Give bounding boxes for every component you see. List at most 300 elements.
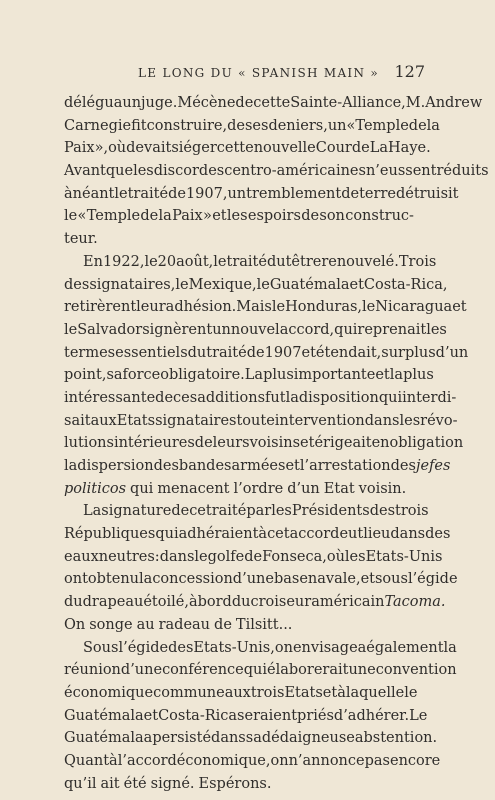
word: politicos [64, 480, 127, 497]
word: traité [205, 503, 247, 520]
word: seraient [237, 707, 298, 724]
word: de [171, 503, 190, 520]
word: intervention [274, 412, 365, 429]
word: de [301, 208, 320, 225]
word: dans [159, 548, 195, 565]
text-line [64, 274, 448, 297]
word: du [187, 344, 207, 361]
word: ont [64, 571, 88, 588]
word: bord [197, 594, 232, 611]
word: Etats-Unis [365, 548, 443, 565]
word: La [244, 367, 264, 384]
word: Guatémala [269, 276, 350, 293]
running-title: LE LONG DU « SPANISH MAIN » [138, 66, 380, 80]
word: des [369, 503, 396, 520]
word: aux [224, 684, 251, 701]
word: leur [136, 299, 166, 316]
word: siéger [171, 140, 217, 157]
word: signature [101, 503, 172, 520]
word: de [168, 185, 186, 202]
word: à [337, 684, 346, 701]
word: et [375, 367, 390, 384]
word: conférence [162, 662, 244, 679]
word: On [64, 616, 86, 633]
word: convention [375, 662, 457, 679]
word: détruisit [395, 185, 459, 202]
word: nouvel [230, 321, 280, 338]
word: Fonseca, [262, 548, 327, 565]
word: le [194, 548, 208, 565]
word: menacent [157, 480, 230, 497]
word: plus [263, 367, 294, 384]
word: laquelle [345, 684, 405, 701]
word: base [273, 571, 308, 588]
word: de [408, 117, 427, 134]
text-line [64, 773, 414, 796]
word: obligation [389, 435, 464, 452]
word: de [227, 117, 245, 134]
word: des [390, 458, 416, 474]
text-line [64, 614, 414, 637]
word: trois [395, 503, 429, 520]
word: de [194, 435, 213, 452]
word: élaborerait [267, 662, 349, 679]
word: accord [289, 526, 340, 543]
word: du [64, 594, 83, 611]
word: des [153, 458, 179, 474]
word: de [246, 344, 265, 361]
word: réunion [64, 662, 121, 679]
word: neutres [98, 548, 155, 565]
word: jefes [415, 458, 451, 474]
word: traité [226, 253, 267, 270]
word: des [168, 639, 194, 656]
word: l’accord [117, 752, 177, 769]
word: et [212, 208, 227, 225]
word: essentiels [115, 344, 188, 361]
word: « [346, 117, 356, 134]
word: obtenu [87, 571, 140, 588]
word: adhésion. [165, 299, 237, 316]
word: croiseur [250, 594, 312, 611]
word: Costa-Rica [158, 707, 238, 724]
word: dans [211, 730, 246, 747]
word: Etats [116, 412, 156, 429]
word: reprenait [357, 321, 427, 338]
word: Mexique, [188, 276, 257, 293]
word: une [348, 662, 376, 679]
word: », [94, 140, 109, 157]
word: de [214, 616, 232, 633]
word: qui [243, 662, 268, 679]
word: que [105, 163, 134, 180]
word: Guatémala [64, 730, 144, 747]
word: de [235, 95, 254, 111]
word: un [122, 95, 142, 111]
text-line [64, 591, 446, 614]
word: et [452, 299, 467, 316]
word: discordes [153, 163, 225, 180]
word: dans [390, 526, 426, 543]
word: l’ordre [233, 480, 284, 497]
word: le [362, 299, 376, 316]
word: La [369, 140, 389, 157]
word: renouvelé. [321, 253, 399, 270]
word: construire, [146, 117, 228, 134]
word: persisté [152, 730, 212, 747]
word: par [246, 503, 272, 520]
word: construc- [345, 208, 414, 225]
word: aux [90, 412, 117, 429]
word: encore [389, 752, 441, 769]
word: août, [176, 253, 214, 270]
word: concession [152, 571, 233, 588]
word: être [291, 253, 322, 270]
word: Andrew [425, 95, 483, 111]
word: et [349, 276, 364, 293]
word: ce [189, 503, 206, 520]
word: économique, [176, 752, 271, 769]
word: le [256, 276, 270, 293]
word: l’arrestation [299, 458, 391, 474]
text-line [64, 432, 464, 455]
word: révo- [420, 412, 458, 429]
word: la [443, 639, 457, 656]
word: M. [405, 95, 426, 111]
word: d’un [287, 480, 320, 497]
text-line [64, 705, 428, 728]
word: la [426, 117, 440, 134]
word: érigeait [314, 435, 372, 452]
text-line [64, 205, 414, 228]
text-line [64, 160, 489, 183]
word: voisin. [358, 480, 407, 497]
word: Temple [355, 117, 409, 134]
word: les [226, 208, 248, 225]
word: Avant [64, 163, 106, 180]
word: Quant [64, 752, 110, 769]
word: eaux [64, 548, 99, 565]
word: et [360, 571, 375, 588]
word: le [114, 185, 128, 202]
word: abstention. [354, 730, 438, 747]
word: 1922, [102, 253, 145, 270]
word: lutions [64, 435, 114, 452]
word: La [83, 503, 102, 520]
word: le [144, 253, 158, 270]
word: des [64, 276, 90, 293]
word: sa [106, 367, 123, 384]
word: le [175, 276, 189, 293]
text-line [64, 115, 440, 138]
word: sa [245, 730, 262, 747]
word: terre [359, 185, 396, 202]
word: d’une [120, 662, 163, 679]
word: » [203, 208, 212, 225]
word: espoirs [247, 208, 301, 225]
word: Costa-Rica, [363, 276, 448, 293]
word: Cour [315, 140, 352, 157]
word: 20 [157, 253, 177, 270]
word: étoilé, [143, 594, 189, 611]
text-line [64, 364, 434, 387]
word: point, [64, 367, 107, 384]
word: bandes [178, 458, 232, 474]
word: Guatémala [64, 707, 144, 724]
word: accord, [279, 321, 335, 338]
word: où [108, 140, 127, 157]
word: les [344, 548, 366, 565]
word: où [326, 548, 345, 565]
word: Tacoma. [384, 594, 446, 611]
word: navale, [307, 571, 361, 588]
word: dans [364, 412, 400, 429]
word: juge. [141, 95, 178, 111]
text-line [64, 342, 469, 365]
word: adhéraient [178, 526, 259, 543]
word: au [136, 616, 155, 633]
word: lieu [363, 526, 391, 543]
word: Salvador [77, 321, 143, 338]
word: les [133, 163, 154, 180]
word: qui [378, 389, 403, 406]
word: songe [89, 616, 133, 633]
word: le [64, 321, 78, 338]
word: la [285, 389, 299, 406]
text-line [64, 750, 441, 773]
word: américain [311, 594, 385, 611]
word: Tilsitt... [235, 616, 293, 633]
word: leurs [212, 435, 250, 452]
word: le [271, 299, 286, 316]
text-line [64, 455, 451, 478]
word: interdi- [402, 389, 457, 406]
word: d’un [435, 344, 469, 361]
word: en [371, 435, 390, 452]
body-text [64, 92, 489, 795]
word: : [154, 548, 160, 565]
word: de [155, 389, 174, 406]
word: plus [403, 367, 434, 384]
word: le [404, 684, 418, 701]
text-line [64, 568, 458, 591]
word: sous [374, 571, 408, 588]
word: l’égide [407, 571, 458, 588]
word: tremblement [246, 185, 342, 202]
word: le [64, 208, 78, 225]
word: eut [339, 526, 364, 543]
word: les [426, 321, 447, 338]
word: teur. [64, 231, 98, 248]
word: Sous [83, 639, 119, 656]
word: Trois [398, 253, 437, 270]
text-line [64, 296, 467, 319]
word: Mécène [177, 95, 236, 111]
word: on [270, 752, 289, 769]
word: et [301, 344, 316, 361]
word: qu’il [64, 775, 97, 792]
word: intérieures [113, 435, 195, 452]
word: également [366, 639, 444, 656]
word: Etats-Unis, [193, 639, 275, 656]
word: Honduras, [285, 299, 363, 316]
text-line [64, 659, 457, 682]
word: fit [131, 117, 147, 134]
word: délégua [64, 95, 123, 111]
word: qui [130, 480, 154, 497]
word: à [64, 185, 73, 202]
word: été [123, 775, 147, 792]
word: les [271, 503, 292, 520]
word: pas [364, 752, 390, 769]
word: qui [334, 321, 358, 338]
word: son [319, 208, 345, 225]
word: réduits [436, 163, 489, 180]
word: d’une [232, 571, 274, 588]
text-line [64, 387, 457, 410]
text-line [64, 523, 451, 546]
text-line [64, 727, 438, 750]
word: traité [127, 185, 169, 202]
word: devait [126, 140, 172, 157]
word: l’égide [118, 639, 169, 656]
word: Nicaragua [375, 299, 453, 316]
word: ses [244, 117, 269, 134]
word: Le [409, 707, 428, 724]
paragraph-container [64, 92, 489, 795]
word: Paix [64, 140, 95, 157]
word: et [143, 707, 159, 724]
word: signé. [150, 775, 195, 792]
word: un [227, 185, 247, 202]
text-line [64, 546, 443, 569]
word: les [399, 412, 421, 429]
word: Etat [323, 480, 355, 497]
word: radeau [158, 616, 211, 633]
text-line [64, 637, 457, 660]
word: voisins [249, 435, 301, 452]
page-header [64, 62, 437, 86]
word: obligatoire. [160, 367, 245, 384]
word: Républiques [64, 526, 156, 543]
word: dédaigneuse [261, 730, 355, 747]
word: fut [265, 389, 286, 406]
word: signataires [155, 412, 237, 429]
text-line [64, 183, 459, 206]
word: et [285, 458, 300, 474]
word: Mais [236, 299, 272, 316]
word: toute [236, 412, 275, 429]
word: priés [297, 707, 334, 724]
word: de [341, 185, 360, 202]
word: 1907, [185, 185, 228, 202]
word: n’annonce [288, 752, 365, 769]
word: et [322, 684, 338, 701]
word: économique [64, 684, 154, 701]
word: « [77, 208, 87, 225]
text-line [64, 251, 437, 274]
word: la [64, 458, 78, 474]
word: dispersion [77, 458, 154, 474]
word: la [139, 571, 153, 588]
page-number: 127 [394, 62, 425, 81]
word: 1907 [264, 344, 302, 361]
word: disposition [298, 389, 379, 406]
word: envisagea [292, 639, 367, 656]
text-line [64, 478, 414, 501]
word: deniers, [268, 117, 328, 134]
word: En [83, 253, 103, 270]
word: centro-américaines [224, 163, 366, 180]
word: ces [173, 389, 198, 406]
word: de [244, 548, 263, 565]
word: cette [216, 140, 254, 157]
word: du [231, 594, 251, 611]
word: force [122, 367, 161, 384]
word: de [140, 208, 159, 225]
text-line [64, 682, 418, 705]
word: Carnegie [64, 117, 132, 134]
word: des [425, 526, 451, 543]
word: Sainte-Alliance, [290, 95, 406, 111]
word: commune [153, 684, 225, 701]
word: signèrent [142, 321, 213, 338]
word: le [213, 253, 227, 270]
word: Etats [284, 684, 323, 701]
word: retirèrent [64, 299, 137, 316]
word: n’eussent [365, 163, 437, 180]
word: nouvelle [253, 140, 316, 157]
word: la [158, 208, 172, 225]
word: importante [293, 367, 376, 384]
word: la [389, 367, 404, 384]
word: golfe [207, 548, 245, 565]
word: intéressante [64, 389, 156, 406]
word: on [274, 639, 293, 656]
word: d’adhérer. [333, 707, 410, 724]
word: sait [64, 412, 91, 429]
word: armées [231, 458, 286, 474]
word: et [300, 435, 315, 452]
word: Présidents [291, 503, 370, 520]
word: traité [206, 344, 247, 361]
word: plus [404, 344, 436, 361]
word: un [212, 321, 231, 338]
word: signataires, [89, 276, 176, 293]
word: dut [266, 253, 292, 270]
word: a [143, 730, 153, 747]
word: qui [155, 526, 179, 543]
word: Espérons. [198, 775, 272, 792]
word: de [351, 140, 370, 157]
word: Paix [172, 208, 203, 225]
word: trois [250, 684, 285, 701]
text-line [64, 500, 429, 523]
word: néant [72, 185, 115, 202]
word: à [188, 594, 198, 611]
word: à [258, 526, 268, 543]
word: Haye. [388, 140, 431, 157]
word: ait [100, 775, 120, 792]
word: étendait, [315, 344, 382, 361]
word: sur [381, 344, 405, 361]
word: additions [197, 389, 266, 406]
text-line [64, 92, 483, 115]
word: termes [64, 344, 116, 361]
text-line [64, 228, 414, 251]
word: cet [267, 526, 290, 543]
text-line [64, 410, 458, 433]
